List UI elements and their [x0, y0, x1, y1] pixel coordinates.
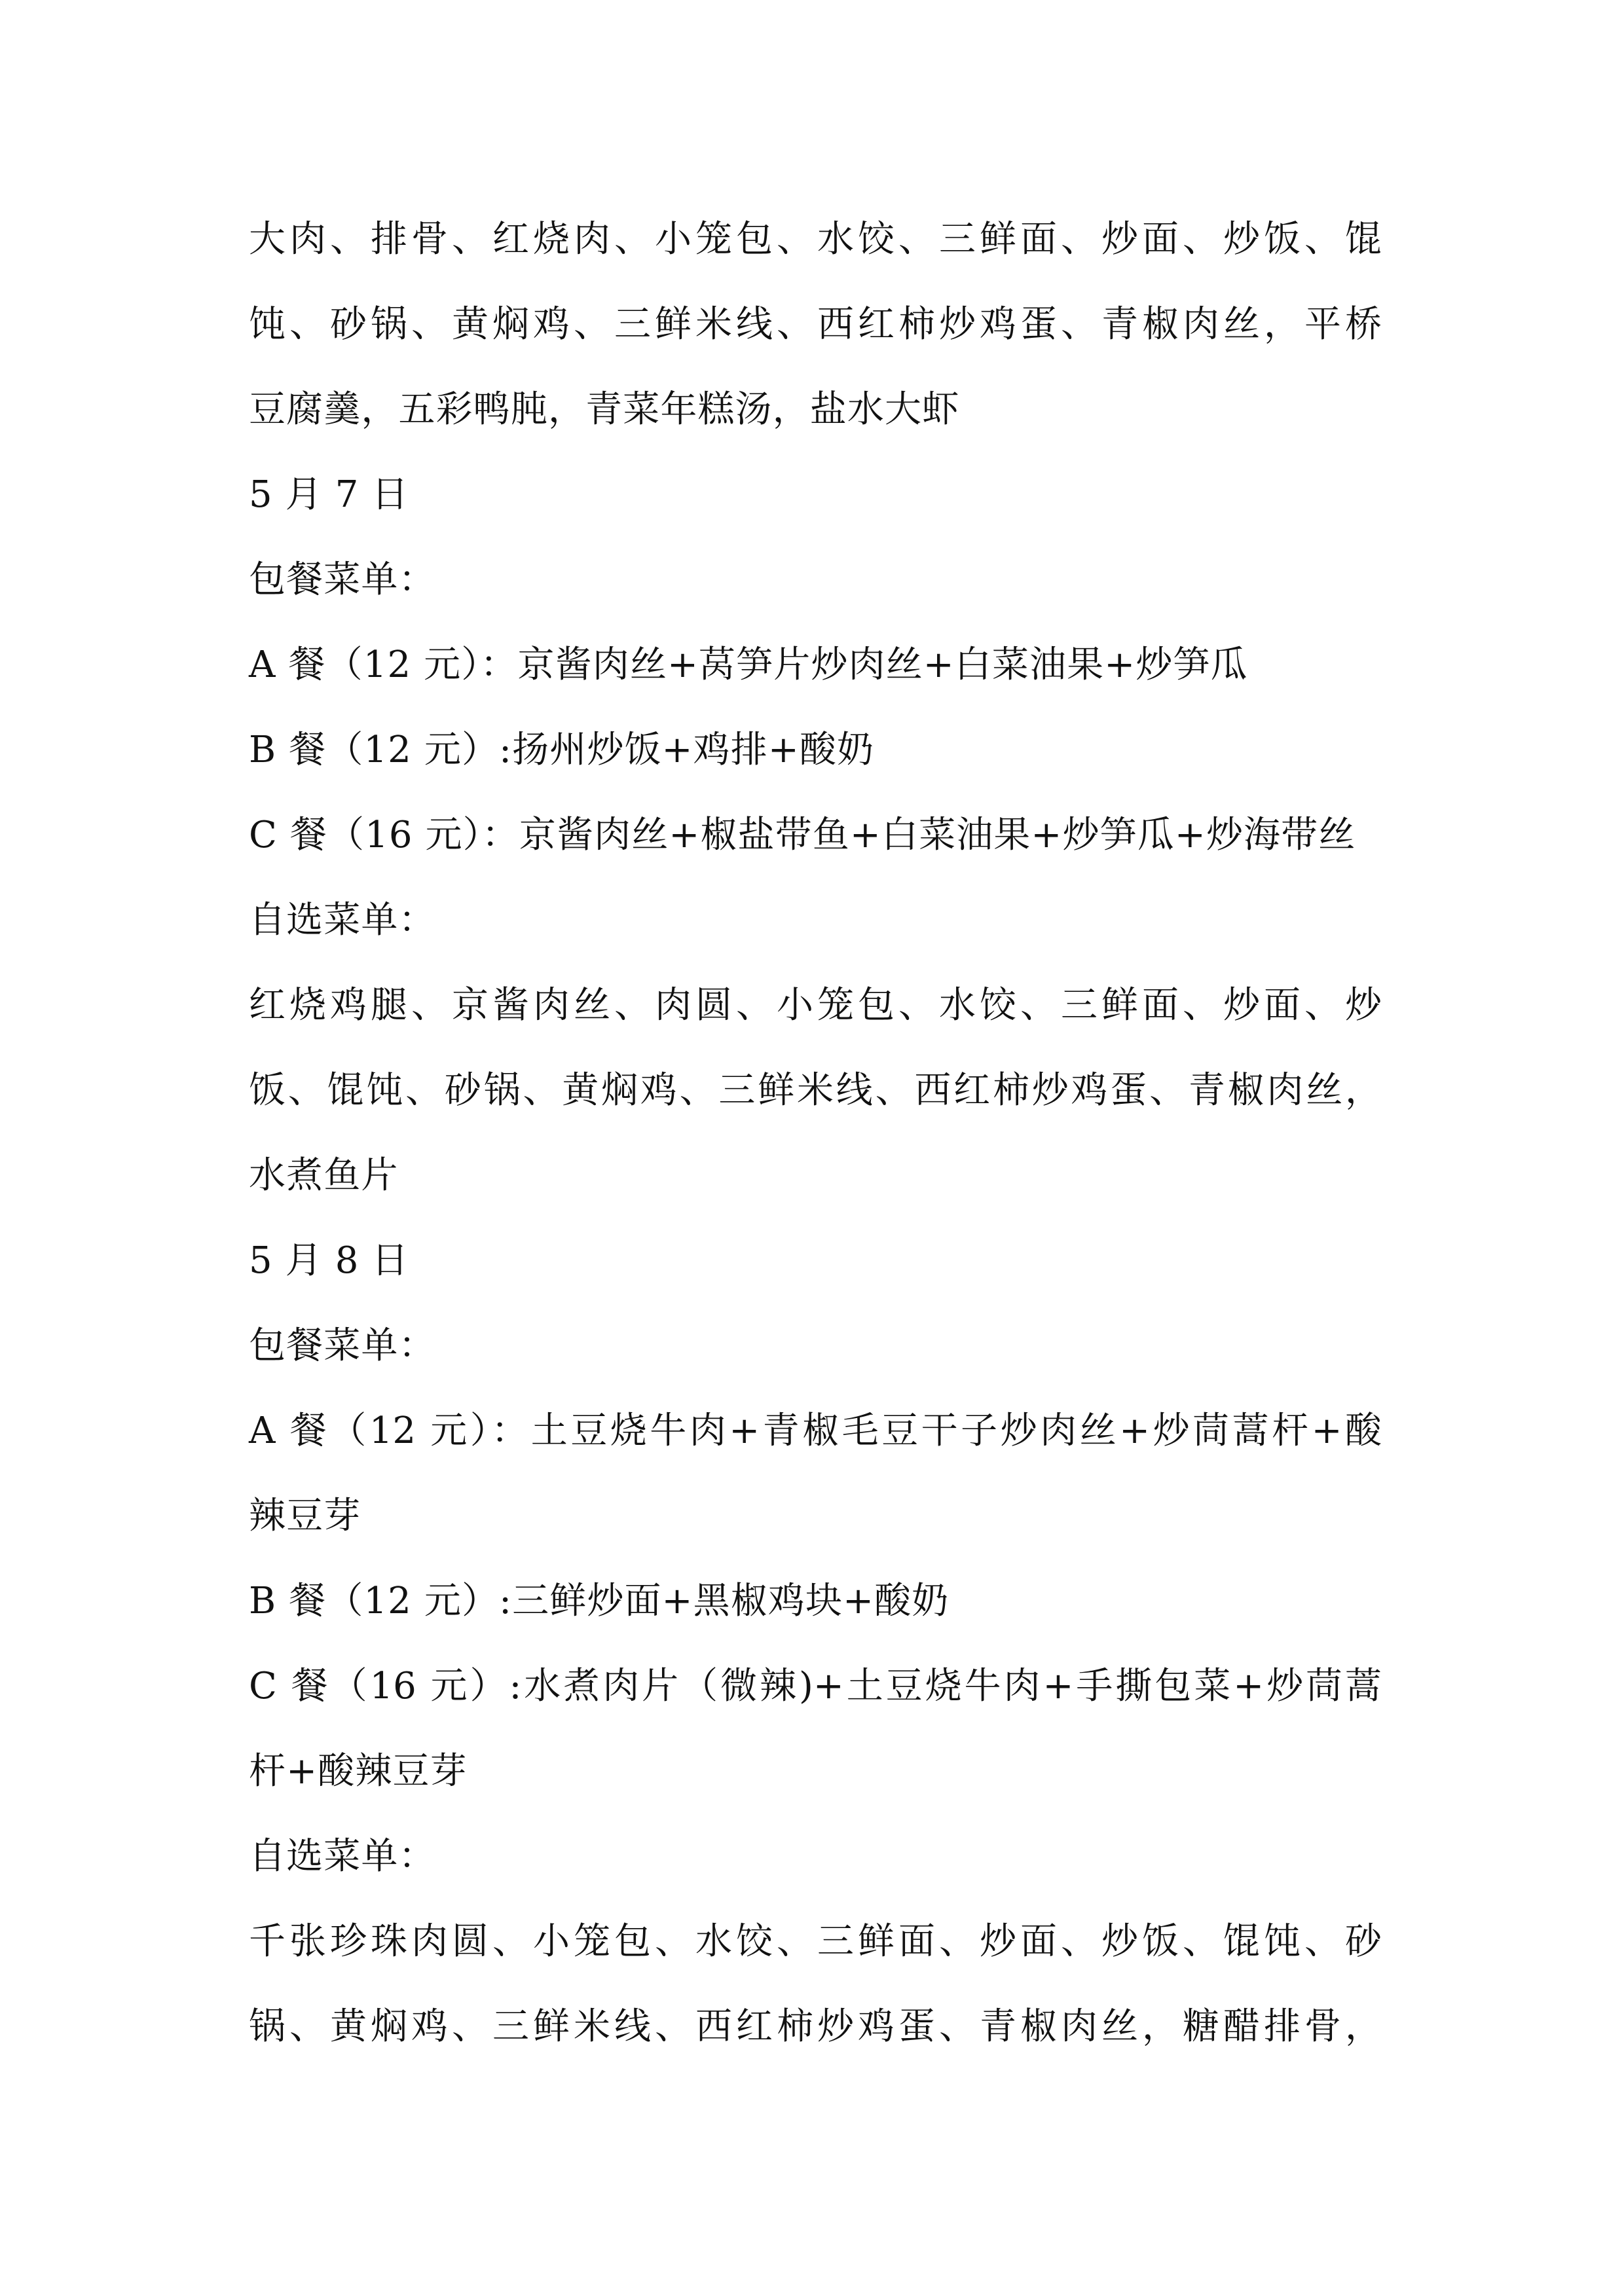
menu-text-line: 大肉、排骨、红烧肉、小笼包、水饺、三鲜面、炒面、炒饭、馄	[249, 218, 1382, 261]
meal-option: A 餐（12 元）：土豆烧牛肉+青椒毛豆干子炒肉丝+炒茼蒿杆+酸	[249, 1410, 1382, 1452]
section-heading: 包餐菜单：	[249, 1324, 436, 1367]
meal-option: C 餐（16 元）：京酱肉丝+椒盐带鱼+白菜油果+炒笋瓜+炒海带丝	[249, 814, 1356, 856]
section-heading: 自选菜单：	[249, 1835, 436, 1878]
meal-option: B 餐（12 元）:三鲜炒面+黑椒鸡块+酸奶	[249, 1580, 950, 1622]
meal-option: C 餐（16 元）:水煮肉片（微辣)+土豆烧牛肉+手撕包菜+炒茼蒿	[249, 1665, 1382, 1707]
menu-text-line: 锅、黄焖鸡、三鲜米线、西红柿炒鸡蛋、青椒肉丝，糖醋排骨，	[249, 2005, 1382, 2048]
meal-option: A 餐（12 元）：京酱肉丝+莴笋片炒肉丝+白菜油果+炒笋瓜	[249, 644, 1248, 686]
menu-text-line: 饨、砂锅、黄焖鸡、三鲜米线、西红柿炒鸡蛋、青椒肉丝，平桥	[249, 303, 1382, 346]
meal-option: 杆+酸辣豆芽	[249, 1750, 468, 1793]
menu-text-line: 千张珍珠肉圆、小笼包、水饺、三鲜面、炒面、炒饭、馄饨、砂	[249, 1920, 1382, 1963]
date-heading: 5 月 7 日	[249, 473, 409, 516]
meal-option: B 餐（12 元）:扬州炒饭+鸡排+酸奶	[249, 729, 875, 771]
date-heading: 5 月 8 日	[249, 1239, 409, 1282]
meal-option: 辣豆芽	[249, 1495, 361, 1537]
menu-text-line: 豆腐羹，五彩鸭肫，青菜年糕汤，盐水大虾	[249, 388, 960, 431]
menu-text-line: 水煮鱼片	[249, 1154, 399, 1197]
section-heading: 自选菜单：	[249, 899, 436, 941]
menu-text-line: 饭、馄饨、砂锅、黄焖鸡、三鲜米线、西红柿炒鸡蛋、青椒肉丝，	[249, 1069, 1382, 1112]
section-heading: 包餐菜单：	[249, 558, 436, 601]
menu-text-line: 红烧鸡腿、京酱肉丝、肉圆、小笼包、水饺、三鲜面、炒面、炒	[249, 984, 1382, 1027]
